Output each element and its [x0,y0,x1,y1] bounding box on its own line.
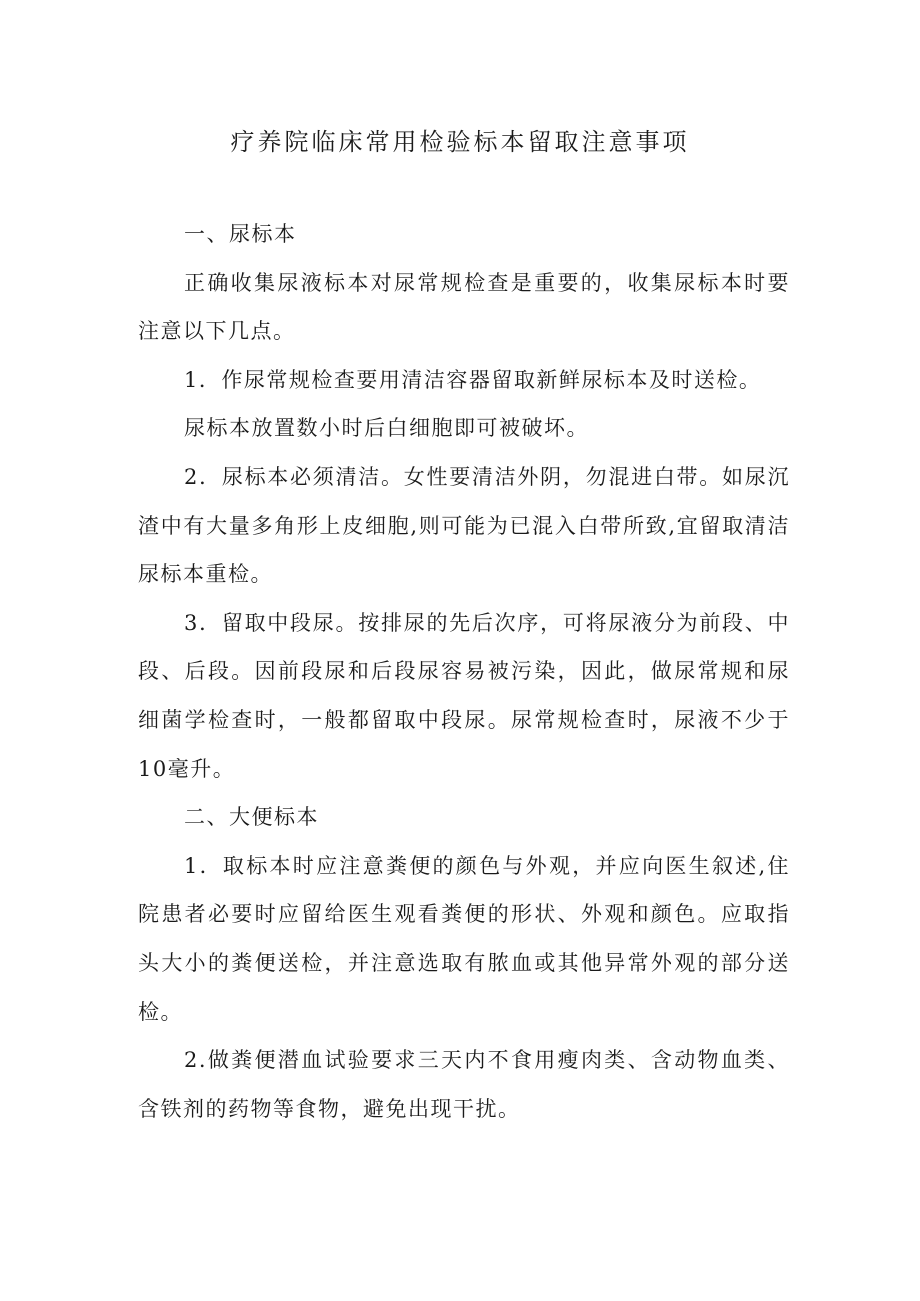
paragraph-urine-item-1-note: 尿标本放置数小时后白细胞即可被破坏。 [184,416,589,441]
document-title: 疗养院临床常用检验标本留取注意事项 [230,128,690,156]
document-body [138,210,790,1133]
paragraph-urine-intro: 正确收集尿液标本对尿常规检查是重要的，收集尿标本时要注意以下几点。 [138,270,790,344]
section-heading-urine: 一、尿标本 [184,222,297,246]
paragraph-urine-item-1: 1．作尿常规检查要用清洁容器留取新鲜尿标本及时送检。 [184,367,762,392]
paragraph-stool-item-1: 1．取标本时应注意粪便的颜色与外观，并应向医生叙述,住院患者必要时应留给医生观看粪便的形状、外观和颜色。应取指头大小的粪便送检，并注意选取有脓血或其他异常外观的部分送检。 [138,853,790,1024]
section-heading-stool: 二、大便标本 [184,805,319,830]
paragraph-urine-item-2: 2．尿标本必须清洁。女性要清洁外阴，勿混进白带。如尿沉渣中有大量多角形上皮细胞,则可能为已混入白带所致,宜留取清洁尿标本重检。 [138,464,790,587]
paragraph-stool-item-2: 2.做粪便潜血试验要求三天内不食用瘦肉类、含动物血类、含铁剂的药物等食物，避免出现干扰。 [138,1048,790,1121]
paragraph-urine-item-3: 3．留取中段尿。按排尿的先后次序，可将尿液分为前段、中段、后段。因前段尿和后段尿容易被污染，因此，做尿常规和尿细菌学检查时，一般都留取中段尿。尿常规检查时，尿液不少于10毫升。 [138,610,790,781]
